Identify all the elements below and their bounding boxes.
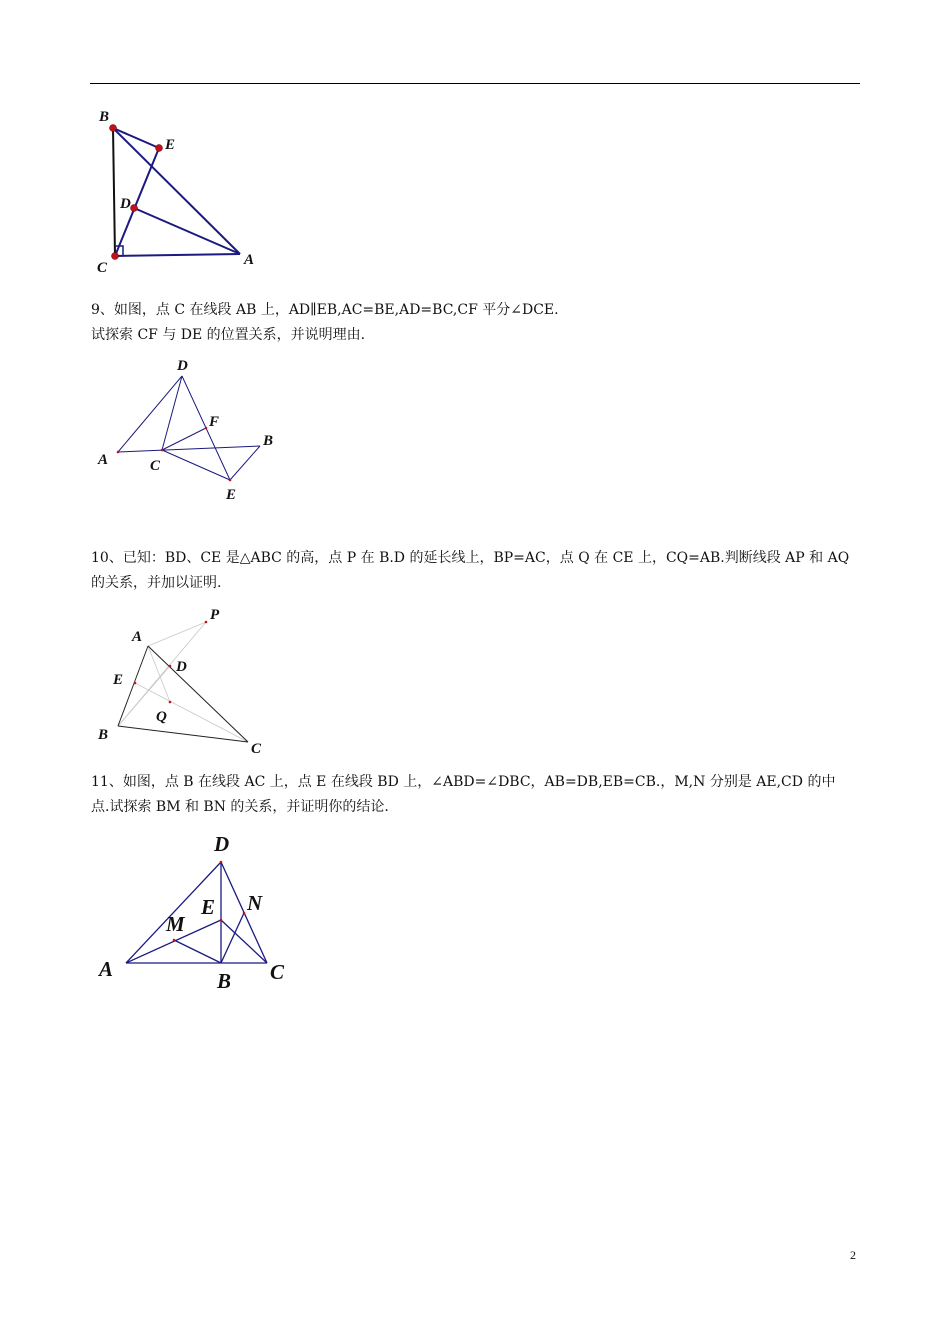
- header-rule: [90, 83, 860, 84]
- label-F: F: [209, 414, 220, 430]
- question-9-line-1: 9、如图，点 C 在线段 AB 上，AD∥EB,AC=BE,AD=BC,CF 平分∠DCE.: [91, 302, 559, 318]
- question-11: [91, 770, 861, 820]
- question-10-line-1: 10、已知：BD、CE 是△ABC 的高，点 P 在 B.D 的延长线上，BP=AC，点 Q 在 CE 上，CQ=AB.判断线段 AP 和 AQ: [91, 550, 850, 566]
- label-A: A: [99, 957, 114, 981]
- label-E: E: [113, 672, 124, 688]
- label-C: C: [251, 741, 262, 757]
- label-E: E: [165, 137, 176, 153]
- question-10-line-2: 的关系，并加以证明.: [91, 575, 222, 591]
- label-C: C: [270, 960, 285, 984]
- label-Q: Q: [156, 709, 167, 725]
- label-E: E: [226, 487, 237, 503]
- question-11-line-2: 点.试探索 BM 和 BN 的关系，并证明你的结论.: [91, 799, 389, 815]
- label-M: M: [166, 912, 185, 936]
- figure-10: [90, 600, 310, 760]
- label-A: A: [244, 252, 255, 268]
- label-B: B: [263, 433, 274, 449]
- figure-9: [90, 350, 310, 510]
- label-D: D: [177, 358, 188, 374]
- label-D: D: [214, 832, 230, 856]
- question-10: [91, 546, 861, 596]
- page-number: 2: [850, 1248, 856, 1262]
- label-P: P: [210, 607, 220, 623]
- label-B: B: [98, 727, 109, 743]
- label-C: C: [97, 260, 108, 276]
- figure-11: [90, 828, 310, 998]
- label-B: B: [99, 109, 110, 125]
- label-A: A: [98, 452, 109, 468]
- figure-8: [90, 100, 280, 280]
- question-9: [91, 298, 861, 348]
- label-A: A: [132, 629, 143, 645]
- question-11-line-1: 11、如图，点 B 在线段 AC 上，点 E 在线段 BD 上，∠ABD=∠DBC，AB=DB,EB=CB.，M,N 分别是 AE,CD 的中: [91, 774, 836, 790]
- label-D: D: [176, 659, 187, 675]
- label-D: D: [120, 196, 131, 212]
- label-B: B: [217, 969, 232, 993]
- label-C: C: [150, 458, 161, 474]
- label-E: E: [201, 895, 216, 919]
- question-9-line-2: 试探索 CF 与 DE 的位置关系，并说明理由.: [91, 327, 366, 343]
- label-N: N: [247, 891, 263, 915]
